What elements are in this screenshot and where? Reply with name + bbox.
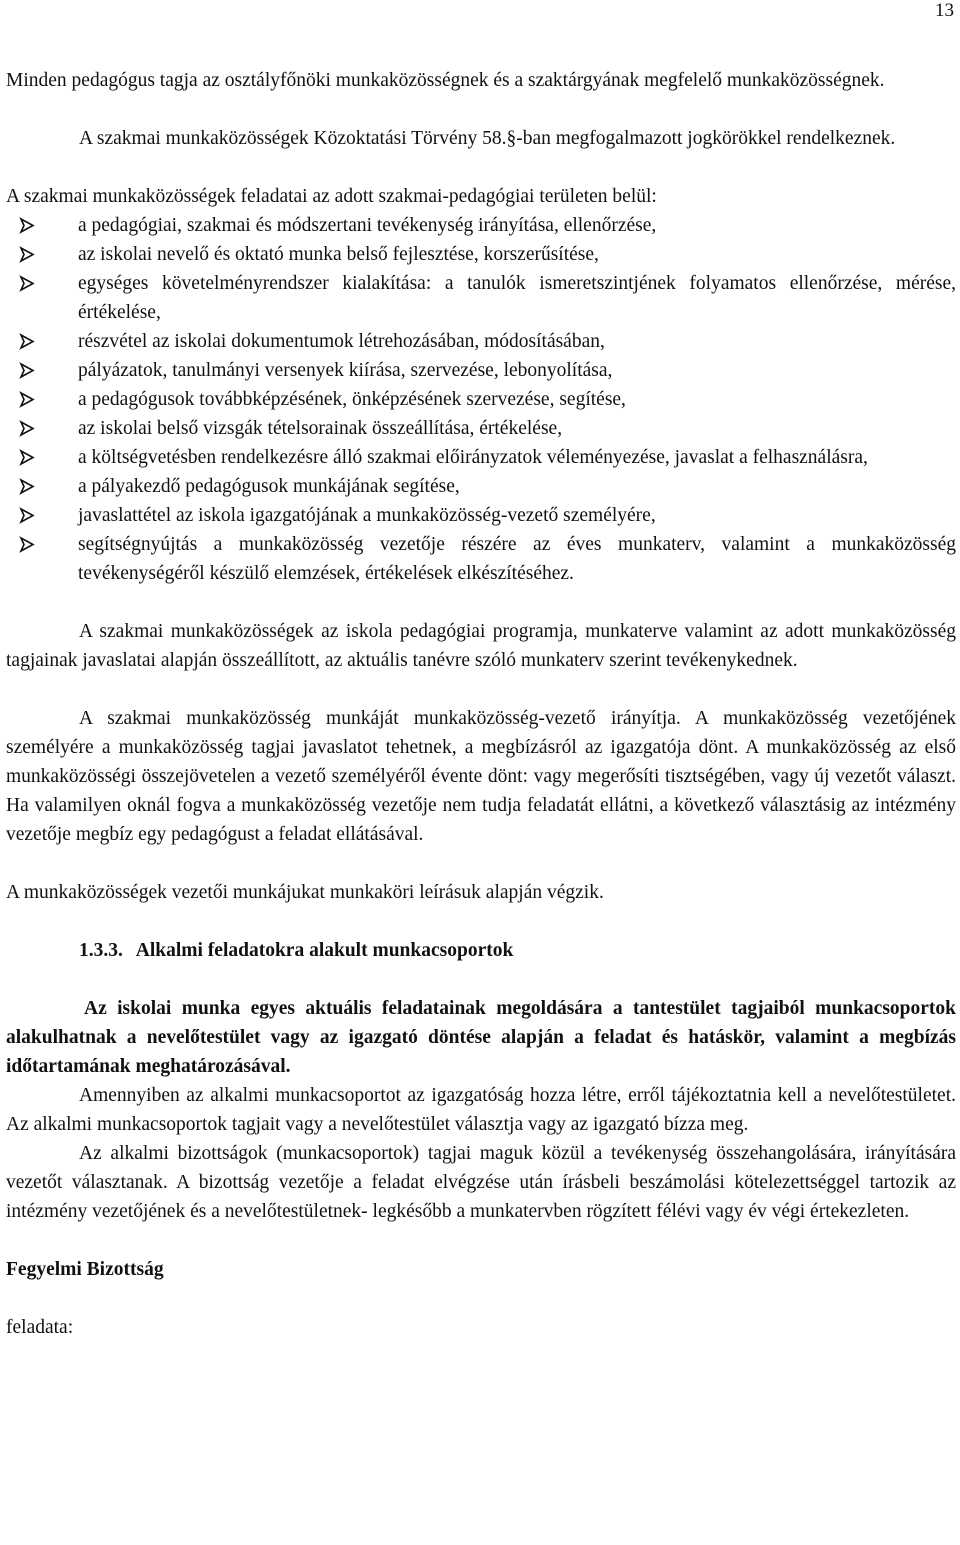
paragraph-rights: A szakmai munkaközösségek Közoktatási Törvény 58.§-ban megfogalmazott jogkörökkel rendelkeznek. <box>79 128 896 149</box>
list-item: a pedagógusok továbbképzésének, önképzésének szervezése, segítése, <box>6 385 956 414</box>
list-item: részvétel az iskolai dokumentumok létrehozásában, módosításában, <box>6 327 956 356</box>
paragraph-working-groups: Az iskolai munka egyes aktuális feladatainak megoldására a tantestület tagjaiból munkacsoportok alakulhatnak a nevelőtestület vagy az igazgató döntése alapján a feladat és hatáskör, valamint a megbízás időtartamának meghatározásával. <box>6 998 956 1077</box>
tasks-list <box>6 211 956 588</box>
arrowhead-bullet-icon <box>18 211 38 240</box>
arrowhead-bullet-icon <box>18 530 38 559</box>
list-item: a pedagógiai, szakmai és módszertani tevékenység irányítása, ellenőrzése, <box>6 211 956 240</box>
list-item: javaslattétel az iskola igazgatójának a munkaközösség-vezető személyére, <box>6 501 956 530</box>
duties-label: feladata: <box>6 1317 74 1338</box>
section-heading-title: Alkalmi feladatokra alakult munkacsoportok <box>135 940 514 961</box>
paragraph-job-description: A munkaközösségek vezetői munkájukat munkaköri leírásuk alapján végzik. <box>6 882 604 903</box>
list-item: az iskolai belső vizsgák tételsorainak összeállítása, értékelése, <box>6 414 956 443</box>
list-item: a költségvetésben rendelkezésre álló szakmai előirányzatok véleményezése, javaslat a felhasználásra, <box>6 443 956 472</box>
paragraph-work-plan: A szakmai munkaközösségek az iskola pedagógiai programja, munkaterve valamint az adott munkaközösség tagjainak javaslatai alapján összeállított, az aktuális tanévre szóló munkaterv szerint tevékenykednek. <box>6 621 956 671</box>
arrowhead-bullet-icon <box>18 240 38 269</box>
list-item: a pályakezdő pedagógusok munkájának segítése, <box>6 472 956 501</box>
list-item: az iskolai nevelő és oktató munka belső fejlesztése, korszerűsítése, <box>6 240 956 269</box>
section-heading <box>6 936 956 965</box>
list-item: segítségnyújtás a munkaközösség vezetője részére az éves munkaterv, valamint a munkaközösség tevékenységéről készülő elemzések, értékelések elkészítéséhez. <box>6 530 956 588</box>
arrowhead-bullet-icon <box>18 443 38 472</box>
discipline-committee-title: Fegyelmi Bizottság <box>6 1259 164 1280</box>
arrowhead-bullet-icon <box>18 472 38 501</box>
paragraph-ad-hoc-groups: Amennyiben az alkalmi munkacsoportot az igazgatóság hozza létre, erről tájékoztatnia kell a nevelőtestületet. Az alkalmi munkacsoportok tagjait vagy a nevelőtestület választja vagy az igazgató bízza meg. <box>6 1085 956 1135</box>
arrowhead-bullet-icon <box>18 385 38 414</box>
section-heading-number: 1.3.3. <box>79 940 123 961</box>
arrowhead-bullet-icon <box>18 414 38 443</box>
paragraph-membership: Minden pedagógus tagja az osztályfőnöki munkaközösségnek és a szaktárgyának megfelelő munkaközösségnek. <box>6 70 885 91</box>
paragraph-committees: Az alkalmi bizottságok (munkacsoportok) tagjai maguk közül a tevékenység összehangolására, irányítására vezetőt választanak. A bizottság vezetője a feladat elvégzése után írásbeli beszámolási kötelezettséggel tartozik az intézmény vezetőjének és a nevelőtestületnek- legkésőbb a munkatervben rögzített félévi vagy év végi értekezleten. <box>6 1143 956 1222</box>
paragraph-leader: A szakmai munkaközösség munkáját munkaközösség-vezető irányítja. A munkaközösség vezetőjének személyére a munkaközösség tagjai javaslatot tehetnek, a megbízásról az igazgatója dönt. A munkaközösség az első munkaközösségi összejövetelen a vezető személyéről évente dönt: vagy megerősíti tisztségében, vagy új vezetőt választ. Ha valamilyen oknál fogva a munkaközösség vezetője nem tudja feladatát ellátni, a következő választásig az intézmény vezetője megbíz egy pedagógust a feladat ellátásával. <box>6 708 956 845</box>
arrowhead-bullet-icon <box>18 356 38 385</box>
arrowhead-bullet-icon <box>18 327 38 356</box>
paragraph-tasks-intro: A szakmai munkaközösségek feladatai az adott szakmai-pedagógiai területen belül: <box>6 186 657 207</box>
arrowhead-bullet-icon <box>18 269 38 298</box>
page-number: 13 <box>935 0 954 21</box>
arrowhead-bullet-icon <box>18 501 38 530</box>
list-item: pályázatok, tanulmányi versenyek kiírása, szervezése, lebonyolítása, <box>6 356 956 385</box>
page-content <box>6 66 956 1342</box>
list-item: egységes követelményrendszer kialakítása: a tanulók ismeretszintjének folyamatos ellenőrzése, mérése, értékelése, <box>6 269 956 327</box>
